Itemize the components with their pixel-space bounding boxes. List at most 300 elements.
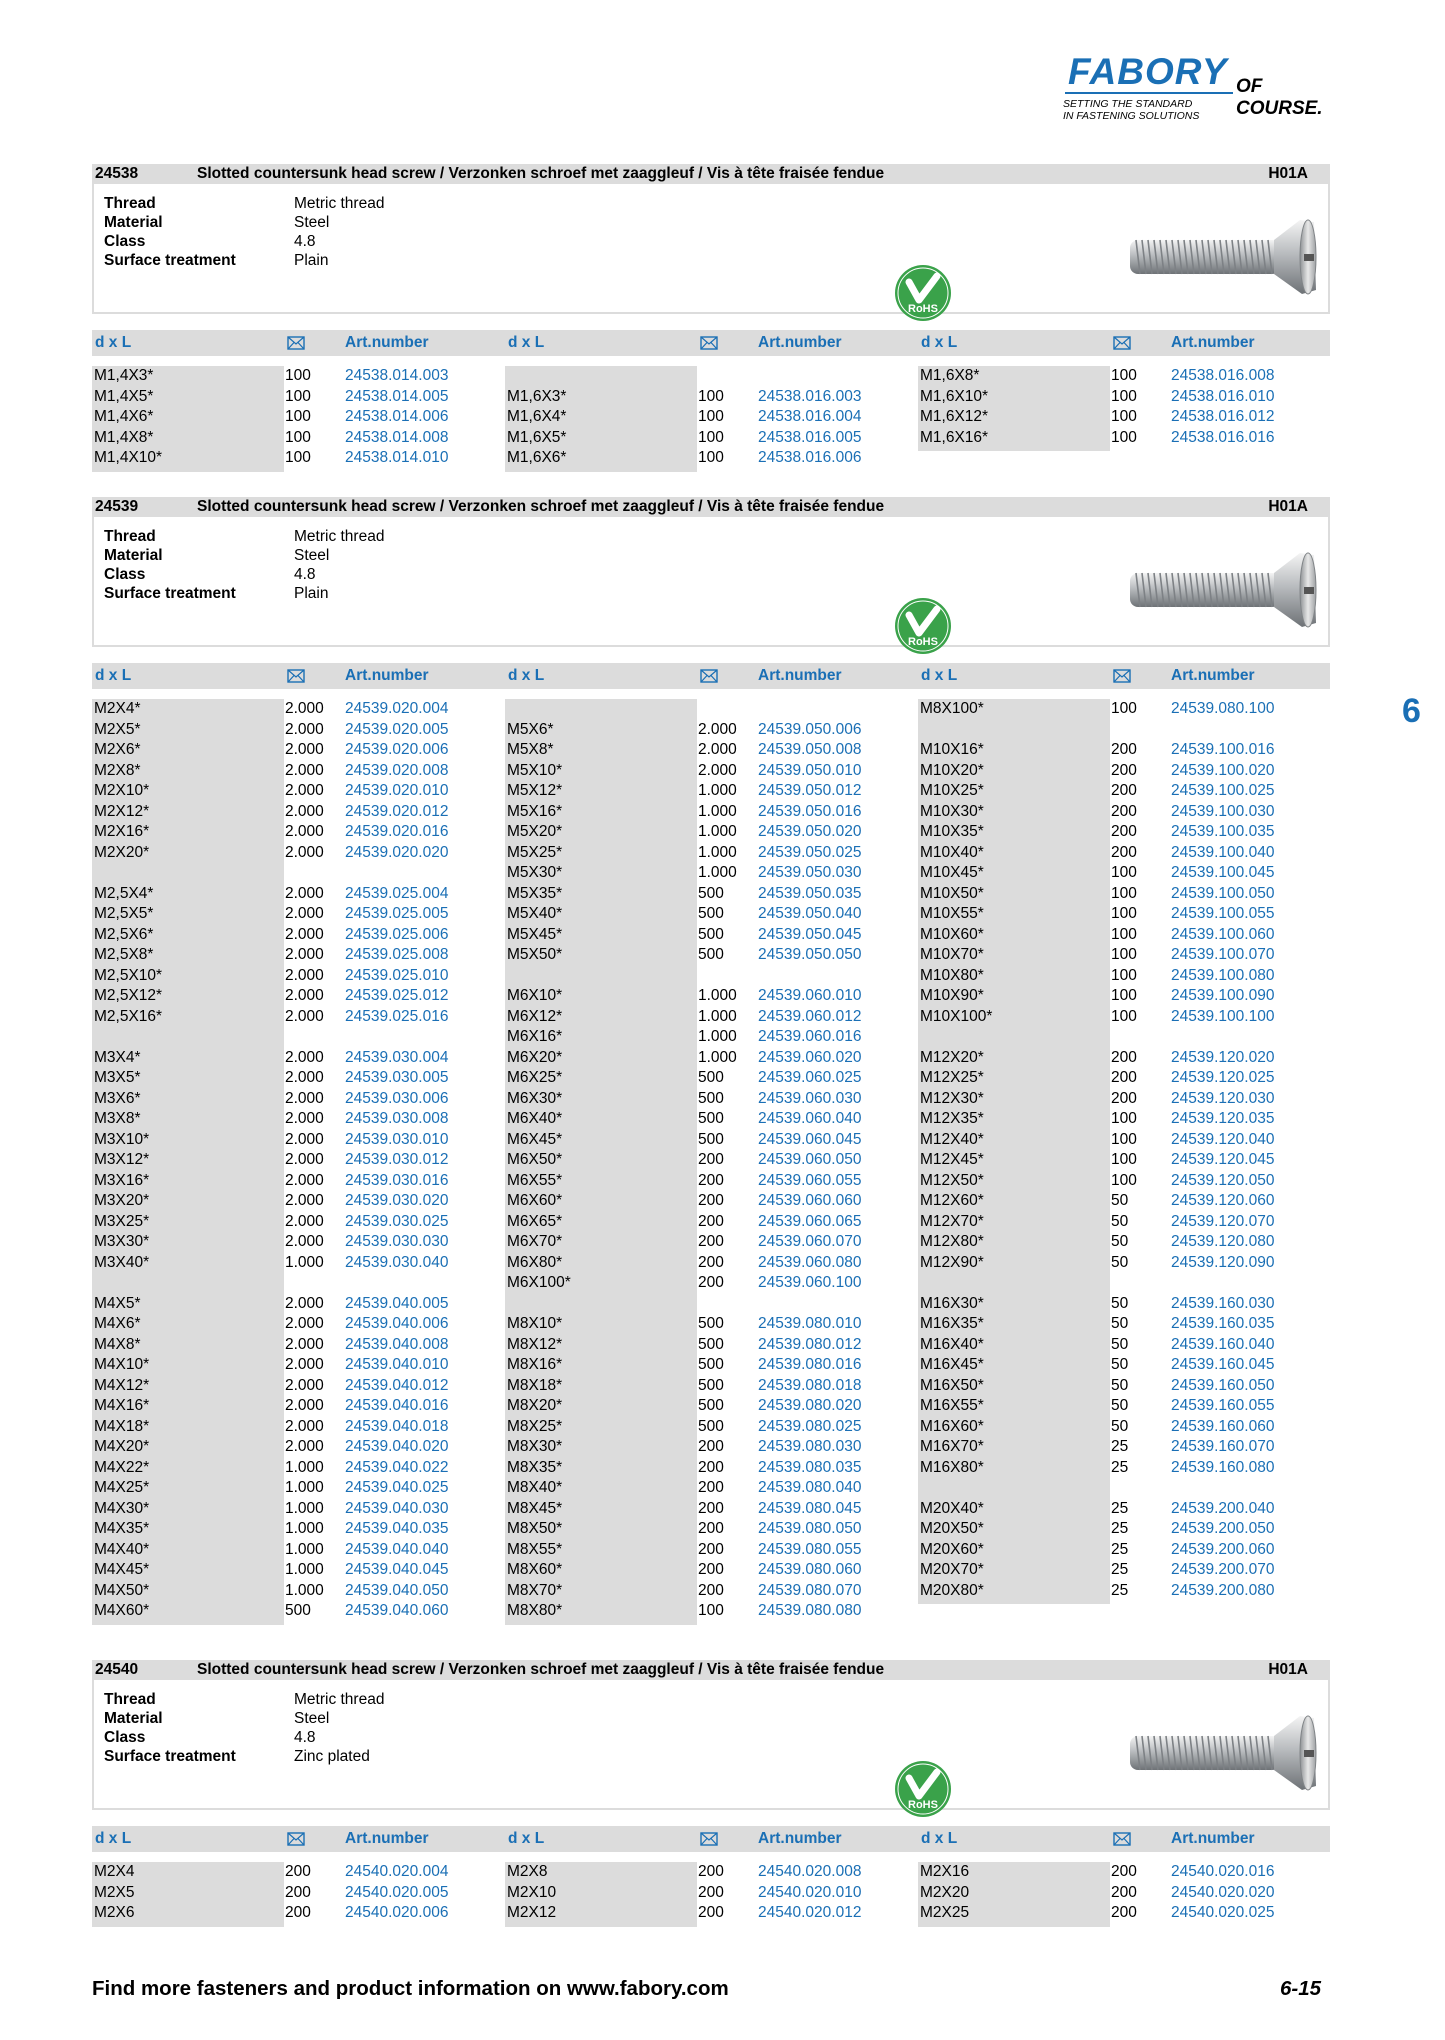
dimension-cell: M20X70* bbox=[920, 1561, 984, 1578]
article-number-link[interactable]: 24538.016.004 bbox=[758, 408, 862, 425]
quantity-cell: 2.000 bbox=[285, 1376, 324, 1394]
article-number-link[interactable]: 24539.200.060 bbox=[1171, 1540, 1275, 1558]
article-number-link[interactable]: 24539.040.018 bbox=[345, 1417, 449, 1435]
footer-text: Find more fasteners and product information on www.fabory.com bbox=[92, 1977, 729, 2000]
article-number-link[interactable]: 24539.025.012 bbox=[345, 987, 449, 1004]
article-number-link[interactable]: 24538.016.005 bbox=[758, 428, 862, 446]
article-number-link[interactable]: 24539.120.030 bbox=[1171, 1089, 1275, 1107]
dimension-cell: M12X90* bbox=[920, 1253, 984, 1271]
quantity-cell: 25 bbox=[1111, 1540, 1129, 1558]
dimension-cell: M4X30* bbox=[94, 1499, 150, 1517]
article-number-link[interactable]: 24539.080.050 bbox=[758, 1520, 862, 1537]
envelope-icon bbox=[287, 663, 307, 689]
article-number-link[interactable]: 24539.040.008 bbox=[345, 1335, 449, 1353]
article-number-link[interactable]: 24539.050.006 bbox=[758, 720, 862, 738]
quantity-cell: 25 bbox=[1111, 1499, 1129, 1517]
article-number-link[interactable]: 24539.160.060 bbox=[1171, 1417, 1275, 1435]
dimension-cell: M3X8* bbox=[94, 1110, 141, 1127]
screw-image bbox=[1124, 549, 1320, 629]
tagline-line-2: IN FASTENING SOLUTIONS bbox=[1063, 110, 1200, 122]
article-number-link[interactable]: 24539.080.016 bbox=[758, 1356, 862, 1373]
property-value: Plain bbox=[294, 585, 329, 602]
envelope-icon bbox=[700, 1826, 720, 1852]
article-number-link[interactable]: 24539.080.060 bbox=[758, 1561, 862, 1578]
article-number-link[interactable]: 24538.016.010 bbox=[1171, 387, 1275, 405]
article-number-link[interactable]: 24539.060.025 bbox=[758, 1069, 862, 1086]
property-key: Thread bbox=[104, 528, 156, 545]
dimension-cell: M4X10* bbox=[94, 1356, 150, 1373]
article-number-link[interactable]: 24539.160.045 bbox=[1171, 1356, 1275, 1373]
article-number-link[interactable]: 24540.020.016 bbox=[1171, 1863, 1275, 1880]
dimension-cell: M1,4X10* bbox=[94, 449, 163, 466]
dimension-cell: M3X16* bbox=[94, 1171, 150, 1189]
quantity-cell: 500 bbox=[698, 884, 724, 902]
article-number-link[interactable]: 24539.160.040 bbox=[1171, 1335, 1275, 1353]
dimension-cell: M2X5* bbox=[94, 720, 141, 738]
rohs-badge-icon bbox=[894, 597, 952, 655]
quantity-cell: 200 bbox=[285, 1863, 311, 1880]
article-number-link[interactable]: 24539.080.018 bbox=[758, 1376, 862, 1394]
article-number-link[interactable]: 24539.060.050 bbox=[758, 1151, 862, 1168]
quantity-cell: 500 bbox=[698, 905, 724, 922]
dimension-cell: M16X70* bbox=[920, 1438, 984, 1455]
article-number-link[interactable]: 24539.160.055 bbox=[1171, 1397, 1275, 1414]
quantity-cell: 1.000 bbox=[698, 1007, 737, 1025]
rohs-badge-icon bbox=[894, 264, 952, 322]
quantity-cell: 2.000 bbox=[285, 782, 324, 799]
quantity-cell: 1.000 bbox=[285, 1253, 324, 1271]
article-number-link[interactable]: 24539.080.055 bbox=[758, 1540, 862, 1558]
article-number-link[interactable]: 24539.050.050 bbox=[758, 946, 862, 963]
quantity-cell: 100 bbox=[1111, 905, 1137, 922]
article-number-link[interactable]: 24539.060.065 bbox=[758, 1212, 862, 1230]
article-number-link[interactable]: 24539.100.070 bbox=[1171, 946, 1275, 963]
article-number-link[interactable]: 24539.120.050 bbox=[1171, 1171, 1275, 1189]
property-value: Metric thread bbox=[294, 195, 385, 212]
article-number-link[interactable]: 24539.060.060 bbox=[758, 1192, 862, 1209]
article-number-link[interactable]: 24540.020.005 bbox=[345, 1883, 449, 1901]
envelope-icon bbox=[287, 1826, 307, 1852]
article-number-link[interactable]: 24539.030.010 bbox=[345, 1130, 449, 1148]
quantity-cell: 500 bbox=[285, 1602, 311, 1619]
article-number-link[interactable]: 24539.040.022 bbox=[345, 1458, 449, 1476]
article-number-link[interactable]: 24539.020.020 bbox=[345, 843, 449, 861]
article-number-link[interactable]: 24539.080.030 bbox=[758, 1438, 862, 1455]
property-key: Material bbox=[104, 547, 163, 564]
article-number-link[interactable]: 24538.014.010 bbox=[345, 449, 449, 466]
article-number-link[interactable]: 24540.020.020 bbox=[1171, 1883, 1275, 1901]
article-number-link[interactable]: 24539.030.040 bbox=[345, 1253, 449, 1271]
article-number-link[interactable]: 24539.050.045 bbox=[758, 925, 862, 943]
article-number-link[interactable]: 24539.030.030 bbox=[345, 1233, 449, 1250]
article-number-link[interactable]: 24539.200.050 bbox=[1171, 1520, 1275, 1537]
quantity-cell: 2.000 bbox=[285, 1110, 324, 1127]
article-number-link[interactable]: 24539.080.012 bbox=[758, 1335, 862, 1353]
article-number-link[interactable]: 24539.060.100 bbox=[758, 1274, 862, 1291]
dimension-cell: M8X70* bbox=[507, 1581, 563, 1599]
article-number-link[interactable]: 24539.160.070 bbox=[1171, 1438, 1275, 1455]
property-key: Class bbox=[104, 1729, 146, 1746]
article-number-link[interactable]: 24539.040.050 bbox=[345, 1581, 449, 1599]
article-number-link[interactable]: 24539.050.012 bbox=[758, 782, 862, 799]
article-number-link[interactable]: 24539.030.012 bbox=[345, 1151, 449, 1168]
dimension-cell: M8X16* bbox=[507, 1356, 563, 1373]
article-number-link[interactable]: 24539.040.060 bbox=[345, 1602, 449, 1619]
column-header-art: Art.number bbox=[758, 334, 842, 351]
article-number-link[interactable]: 24538.016.003 bbox=[758, 387, 862, 405]
article-number-link[interactable]: 24539.100.090 bbox=[1171, 987, 1275, 1004]
article-number-link[interactable]: 24538.014.003 bbox=[345, 367, 449, 384]
article-number-link[interactable]: 24538.014.005 bbox=[345, 387, 449, 405]
article-number-link[interactable]: 24539.025.016 bbox=[345, 1007, 449, 1025]
quantity-cell: 100 bbox=[698, 408, 724, 425]
dimension-cell: M20X40* bbox=[920, 1499, 984, 1517]
column-header-dxl: d x L bbox=[95, 667, 132, 684]
article-number-link[interactable]: 24539.050.040 bbox=[758, 905, 862, 922]
dimension-cell: M1,6X6* bbox=[507, 449, 567, 466]
quantity-cell: 200 bbox=[698, 1233, 724, 1250]
dimension-cell: M10X30* bbox=[920, 802, 984, 820]
article-number-link[interactable]: 24539.030.020 bbox=[345, 1192, 449, 1209]
quantity-cell: 2.000 bbox=[285, 946, 324, 963]
dimension-cell: M2X5 bbox=[94, 1883, 135, 1901]
section-title: Slotted countersunk head screw / Verzonken schroef met zaaggleuf / Vis à tête fraisée fendue bbox=[197, 498, 885, 515]
article-number-link[interactable]: 24539.020.016 bbox=[345, 823, 449, 840]
article-number-link[interactable]: 24539.100.016 bbox=[1171, 741, 1275, 758]
dimension-cell: M8X40* bbox=[507, 1479, 563, 1496]
article-number-link[interactable]: 24539.120.080 bbox=[1171, 1233, 1275, 1250]
tagline-line-1: SETTING THE STANDARD bbox=[1063, 98, 1193, 110]
article-number-link[interactable]: 24539.100.055 bbox=[1171, 905, 1275, 922]
article-number-link[interactable]: 24539.060.080 bbox=[758, 1253, 862, 1271]
article-number-link[interactable]: 24539.200.070 bbox=[1171, 1561, 1275, 1578]
rohs-badge-icon bbox=[894, 1760, 952, 1818]
table-header bbox=[92, 663, 1330, 689]
article-number-link[interactable]: 24539.160.080 bbox=[1171, 1458, 1275, 1476]
article-number-link[interactable]: 24539.040.016 bbox=[345, 1397, 449, 1414]
article-number-link[interactable]: 24539.060.070 bbox=[758, 1233, 862, 1250]
dimension-cell: M2,5X8* bbox=[94, 946, 154, 963]
dimension-cell: M2X6* bbox=[94, 741, 141, 758]
dimension-cell: M1,4X6* bbox=[94, 408, 154, 425]
property-key: Thread bbox=[104, 195, 156, 212]
dimension-cell: M5X30* bbox=[507, 864, 563, 881]
svg-text:RoHS: RoHS bbox=[908, 303, 938, 315]
quantity-cell: 2.000 bbox=[285, 1007, 324, 1025]
article-number-link[interactable]: 24539.020.005 bbox=[345, 720, 449, 738]
article-number-link[interactable]: 24539.030.008 bbox=[345, 1110, 449, 1127]
section-header bbox=[92, 164, 1330, 184]
dimension-cell: M2,5X5* bbox=[94, 905, 154, 922]
property-value: Metric thread bbox=[294, 1691, 385, 1708]
dimension-cell: M1,6X10* bbox=[920, 387, 989, 405]
article-number-link[interactable]: 24540.020.008 bbox=[758, 1863, 862, 1880]
category-code: H01A bbox=[1268, 498, 1308, 515]
article-number-link[interactable]: 24539.040.025 bbox=[345, 1479, 449, 1496]
article-number-link[interactable]: 24539.020.012 bbox=[345, 802, 449, 820]
dimension-cell: M8X35* bbox=[507, 1458, 563, 1476]
article-number-link[interactable]: 24539.040.005 bbox=[345, 1294, 449, 1312]
envelope-icon bbox=[287, 330, 307, 356]
article-number-link[interactable]: 24539.060.040 bbox=[758, 1110, 862, 1127]
dimension-cell: M3X25* bbox=[94, 1212, 150, 1230]
article-number-link[interactable]: 24539.040.010 bbox=[345, 1356, 449, 1373]
article-number-link[interactable]: 24539.080.070 bbox=[758, 1581, 862, 1599]
quantity-cell: 50 bbox=[1111, 1315, 1129, 1332]
column-header-art: Art.number bbox=[345, 667, 429, 684]
dimension-cell: M6X10* bbox=[507, 987, 563, 1004]
column-header-art: Art.number bbox=[1171, 1830, 1255, 1847]
dimension-cell: M3X20* bbox=[94, 1192, 150, 1209]
dimension-cell: M16X30* bbox=[920, 1294, 984, 1312]
article-number-link[interactable]: 24538.016.012 bbox=[1171, 408, 1275, 425]
article-number-link[interactable]: 24538.016.016 bbox=[1171, 428, 1275, 446]
article-number-link[interactable]: 24539.025.006 bbox=[345, 925, 449, 943]
page-number: 6-15 bbox=[1280, 1977, 1322, 2000]
article-number-link[interactable]: 24538.016.006 bbox=[758, 449, 862, 466]
article-number-link[interactable]: 24539.050.020 bbox=[758, 823, 862, 840]
quantity-cell: 2.000 bbox=[698, 761, 737, 779]
article-number-link[interactable]: 24539.120.070 bbox=[1171, 1212, 1275, 1230]
article-number-link[interactable]: 24539.100.040 bbox=[1171, 843, 1275, 861]
svg-text:RoHS: RoHS bbox=[908, 1799, 938, 1811]
article-number-link[interactable]: 24539.040.045 bbox=[345, 1561, 449, 1578]
article-number-link[interactable]: 24539.020.010 bbox=[345, 782, 449, 799]
article-number-link[interactable]: 24539.080.020 bbox=[758, 1397, 862, 1414]
article-number-link[interactable]: 24539.020.008 bbox=[345, 761, 449, 779]
article-number-link[interactable]: 24539.100.030 bbox=[1171, 802, 1275, 820]
dimension-cell: M8X80* bbox=[507, 1602, 563, 1619]
article-number-link[interactable]: 24539.030.025 bbox=[345, 1212, 449, 1230]
article-number-link[interactable]: 24539.040.035 bbox=[345, 1520, 449, 1537]
dimension-cell: M10X20* bbox=[920, 761, 984, 779]
quantity-cell: 2.000 bbox=[285, 700, 324, 717]
article-number-link[interactable]: 24538.014.006 bbox=[345, 408, 449, 425]
article-number-link[interactable]: 24539.060.030 bbox=[758, 1089, 862, 1107]
quantity-cell: 200 bbox=[285, 1883, 311, 1901]
quantity-cell: 1.000 bbox=[698, 1028, 737, 1045]
quantity-cell: 2.000 bbox=[698, 720, 737, 738]
properties-box bbox=[92, 184, 1330, 314]
dimension-cell: M5X40* bbox=[507, 905, 563, 922]
logo-rule bbox=[1065, 92, 1233, 94]
article-number-link[interactable]: 24539.080.010 bbox=[758, 1315, 862, 1332]
article-number-link[interactable]: 24539.040.040 bbox=[345, 1540, 449, 1558]
quantity-cell: 500 bbox=[698, 1356, 724, 1373]
brand-name: FABORY bbox=[1068, 51, 1228, 92]
article-number-link[interactable]: 24539.080.025 bbox=[758, 1417, 862, 1435]
dimension-cell: M8X25* bbox=[507, 1417, 563, 1435]
quantity-cell: 200 bbox=[285, 1904, 311, 1921]
quantity-cell: 200 bbox=[1111, 1904, 1137, 1921]
quantity-cell: 2.000 bbox=[285, 1335, 324, 1353]
article-number-link[interactable]: 24539.020.004 bbox=[345, 700, 449, 717]
article-number-link[interactable]: 24539.040.012 bbox=[345, 1376, 449, 1394]
article-number-link[interactable]: 24539.120.060 bbox=[1171, 1192, 1275, 1209]
quantity-cell: 100 bbox=[1111, 946, 1137, 963]
article-number-link[interactable]: 24539.050.008 bbox=[758, 741, 862, 758]
article-number-link[interactable]: 24539.120.035 bbox=[1171, 1110, 1275, 1127]
article-number-link[interactable]: 24539.030.004 bbox=[345, 1048, 449, 1066]
dimension-cell: M10X60* bbox=[920, 925, 984, 943]
dimension-cell: M8X45* bbox=[507, 1499, 563, 1517]
article-number-link[interactable]: 24539.120.040 bbox=[1171, 1130, 1275, 1148]
article-number-link[interactable]: 24539.040.020 bbox=[345, 1438, 449, 1455]
quantity-cell: 100 bbox=[1111, 1007, 1137, 1025]
quantity-cell: 100 bbox=[1111, 428, 1137, 446]
quantity-cell: 1.000 bbox=[698, 1048, 737, 1066]
column-header-dxl: d x L bbox=[921, 667, 958, 684]
article-number-link[interactable]: 24540.020.012 bbox=[758, 1904, 862, 1921]
column-header-dxl: d x L bbox=[95, 1830, 132, 1847]
dimension-cell: M12X20* bbox=[920, 1048, 984, 1066]
quantity-cell: 2.000 bbox=[285, 1151, 324, 1168]
dimension-cell: M10X25* bbox=[920, 782, 984, 799]
dimension-cell: M4X12* bbox=[94, 1376, 150, 1394]
dimension-cell: M10X45* bbox=[920, 864, 984, 881]
article-number-link[interactable]: 24539.060.045 bbox=[758, 1130, 862, 1148]
article-number-link[interactable]: 24539.060.016 bbox=[758, 1028, 862, 1045]
quantity-cell: 500 bbox=[698, 1069, 724, 1086]
quantity-cell: 25 bbox=[1111, 1458, 1129, 1476]
article-number-link[interactable]: 24539.060.012 bbox=[758, 1007, 862, 1025]
dimension-cell: M2X12* bbox=[94, 802, 150, 820]
dimension-cell: M20X60* bbox=[920, 1540, 984, 1558]
article-number-link[interactable]: 24539.050.030 bbox=[758, 864, 862, 881]
article-number-link[interactable]: 24539.100.080 bbox=[1171, 966, 1275, 984]
article-number-link[interactable]: 24539.025.008 bbox=[345, 946, 449, 963]
article-number-link[interactable]: 24540.020.010 bbox=[758, 1883, 862, 1901]
article-number-link[interactable]: 24539.100.060 bbox=[1171, 925, 1275, 943]
article-number-link[interactable]: 24539.030.005 bbox=[345, 1069, 449, 1086]
quantity-cell: 50 bbox=[1111, 1335, 1129, 1353]
dimension-cell: M8X50* bbox=[507, 1520, 563, 1537]
quantity-cell: 2.000 bbox=[285, 1233, 324, 1250]
quantity-cell: 50 bbox=[1111, 1397, 1129, 1414]
article-number-link[interactable]: 24539.100.020 bbox=[1171, 761, 1275, 779]
quantity-cell: 200 bbox=[1111, 843, 1137, 861]
article-number-link[interactable]: 24539.050.035 bbox=[758, 884, 862, 902]
screw-image bbox=[1124, 216, 1320, 296]
article-number-link[interactable]: 24539.080.045 bbox=[758, 1499, 862, 1517]
quantity-cell: 25 bbox=[1111, 1561, 1129, 1578]
article-number-link[interactable]: 24539.050.016 bbox=[758, 802, 862, 820]
dimension-cell: M12X70* bbox=[920, 1212, 984, 1230]
article-number-link[interactable]: 24539.120.045 bbox=[1171, 1151, 1275, 1168]
dimension-cell: M5X50* bbox=[507, 946, 563, 963]
quantity-cell: 100 bbox=[1111, 864, 1137, 881]
dimension-cell: M3X4* bbox=[94, 1048, 141, 1066]
article-number-link[interactable]: 24539.030.006 bbox=[345, 1089, 449, 1107]
quantity-cell: 1.000 bbox=[285, 1458, 324, 1476]
quantity-cell: 2.000 bbox=[285, 1438, 324, 1455]
article-number-link[interactable]: 24539.200.080 bbox=[1171, 1581, 1275, 1599]
article-number-link[interactable]: 24539.100.025 bbox=[1171, 782, 1275, 799]
dimension-cell: M20X50* bbox=[920, 1520, 984, 1537]
dimension-cell: M16X40* bbox=[920, 1335, 984, 1353]
quantity-cell: 2.000 bbox=[285, 1315, 324, 1332]
article-number-link[interactable]: 24539.060.055 bbox=[758, 1171, 862, 1189]
article-number-link[interactable]: 24539.100.050 bbox=[1171, 884, 1275, 902]
article-number-link[interactable]: 24539.040.006 bbox=[345, 1315, 449, 1332]
article-code: 24539 bbox=[95, 498, 139, 515]
quantity-cell: 100 bbox=[285, 408, 311, 425]
article-number-link[interactable]: 24539.040.030 bbox=[345, 1499, 449, 1517]
article-number-link[interactable]: 24539.050.025 bbox=[758, 843, 862, 861]
dimension-cell: M5X35* bbox=[507, 884, 563, 902]
property-value: 4.8 bbox=[294, 1729, 316, 1746]
article-number-link[interactable]: 24539.025.005 bbox=[345, 905, 449, 922]
dimension-cell: M10X50* bbox=[920, 884, 984, 902]
dimension-cell: M1,6X4* bbox=[507, 408, 567, 425]
dimension-cell: M6X45* bbox=[507, 1130, 563, 1148]
article-number-link[interactable]: 24538.016.008 bbox=[1171, 367, 1275, 384]
quantity-cell: 1.000 bbox=[285, 1540, 324, 1558]
article-number-link[interactable]: 24539.080.080 bbox=[758, 1602, 862, 1619]
article-number-link[interactable]: 24539.020.006 bbox=[345, 741, 449, 758]
article-number-link[interactable]: 24539.100.100 bbox=[1171, 1007, 1275, 1025]
dimension-cell: M10X35* bbox=[920, 823, 984, 840]
dimension-cell: M12X45* bbox=[920, 1151, 984, 1168]
article-number-link[interactable]: 24539.160.050 bbox=[1171, 1376, 1275, 1394]
quantity-cell: 2.000 bbox=[285, 925, 324, 943]
quantity-cell: 1.000 bbox=[698, 987, 737, 1004]
quantity-cell: 1.000 bbox=[285, 1499, 324, 1517]
article-number-link[interactable]: 24539.080.035 bbox=[758, 1458, 862, 1476]
article-number-link[interactable]: 24539.120.025 bbox=[1171, 1069, 1275, 1086]
article-number-link[interactable]: 24539.025.010 bbox=[345, 966, 449, 984]
article-number-link[interactable]: 24538.014.008 bbox=[345, 428, 449, 446]
article-number-link[interactable]: 24539.080.100 bbox=[1171, 700, 1275, 717]
quantity-cell: 200 bbox=[1111, 823, 1137, 840]
dimension-cell: M8X100* bbox=[920, 700, 984, 717]
article-code: 24538 bbox=[95, 165, 139, 182]
envelope-icon bbox=[1113, 1826, 1133, 1852]
quantity-cell: 2.000 bbox=[285, 1171, 324, 1189]
article-number-link[interactable]: 24539.060.020 bbox=[758, 1048, 862, 1066]
dimension-cell: M1,4X3* bbox=[94, 367, 154, 384]
dimension-cell: M8X10* bbox=[507, 1315, 563, 1332]
article-number-link[interactable]: 24539.100.045 bbox=[1171, 864, 1275, 881]
section-header bbox=[92, 497, 1330, 517]
article-number-link[interactable]: 24539.120.090 bbox=[1171, 1253, 1275, 1271]
dimension-cell: M5X8* bbox=[507, 741, 554, 758]
quantity-cell: 200 bbox=[698, 1192, 724, 1209]
quantity-cell: 2.000 bbox=[285, 884, 324, 902]
article-number-link[interactable]: 24539.160.030 bbox=[1171, 1294, 1275, 1312]
article-number-link[interactable]: 24539.060.010 bbox=[758, 987, 862, 1004]
article-number-link[interactable]: 24539.120.020 bbox=[1171, 1048, 1275, 1066]
quantity-cell: 200 bbox=[698, 1479, 724, 1496]
article-number-link[interactable]: 24539.100.035 bbox=[1171, 823, 1275, 840]
article-number-link[interactable]: 24539.025.004 bbox=[345, 884, 449, 902]
article-number-link[interactable]: 24539.080.040 bbox=[758, 1479, 862, 1496]
dimension-cell: M6X55* bbox=[507, 1171, 563, 1189]
dimension-cell: M8X12* bbox=[507, 1335, 563, 1353]
dimension-cell: M8X20* bbox=[507, 1397, 563, 1414]
article-number-link[interactable]: 24540.020.025 bbox=[1171, 1904, 1275, 1921]
article-number-link[interactable]: 24540.020.004 bbox=[345, 1863, 449, 1880]
envelope-icon bbox=[1113, 663, 1133, 689]
article-number-link[interactable]: 24539.050.010 bbox=[758, 761, 862, 779]
article-number-link[interactable]: 24539.160.035 bbox=[1171, 1315, 1275, 1332]
article-number-link[interactable]: 24539.200.040 bbox=[1171, 1499, 1275, 1517]
quantity-cell: 500 bbox=[698, 1417, 724, 1435]
dimension-cell: M12X35* bbox=[920, 1110, 984, 1127]
article-number-link[interactable]: 24539.030.016 bbox=[345, 1171, 449, 1189]
article-number-link[interactable]: 24540.020.006 bbox=[345, 1904, 449, 1921]
column-header-dxl: d x L bbox=[508, 334, 545, 351]
